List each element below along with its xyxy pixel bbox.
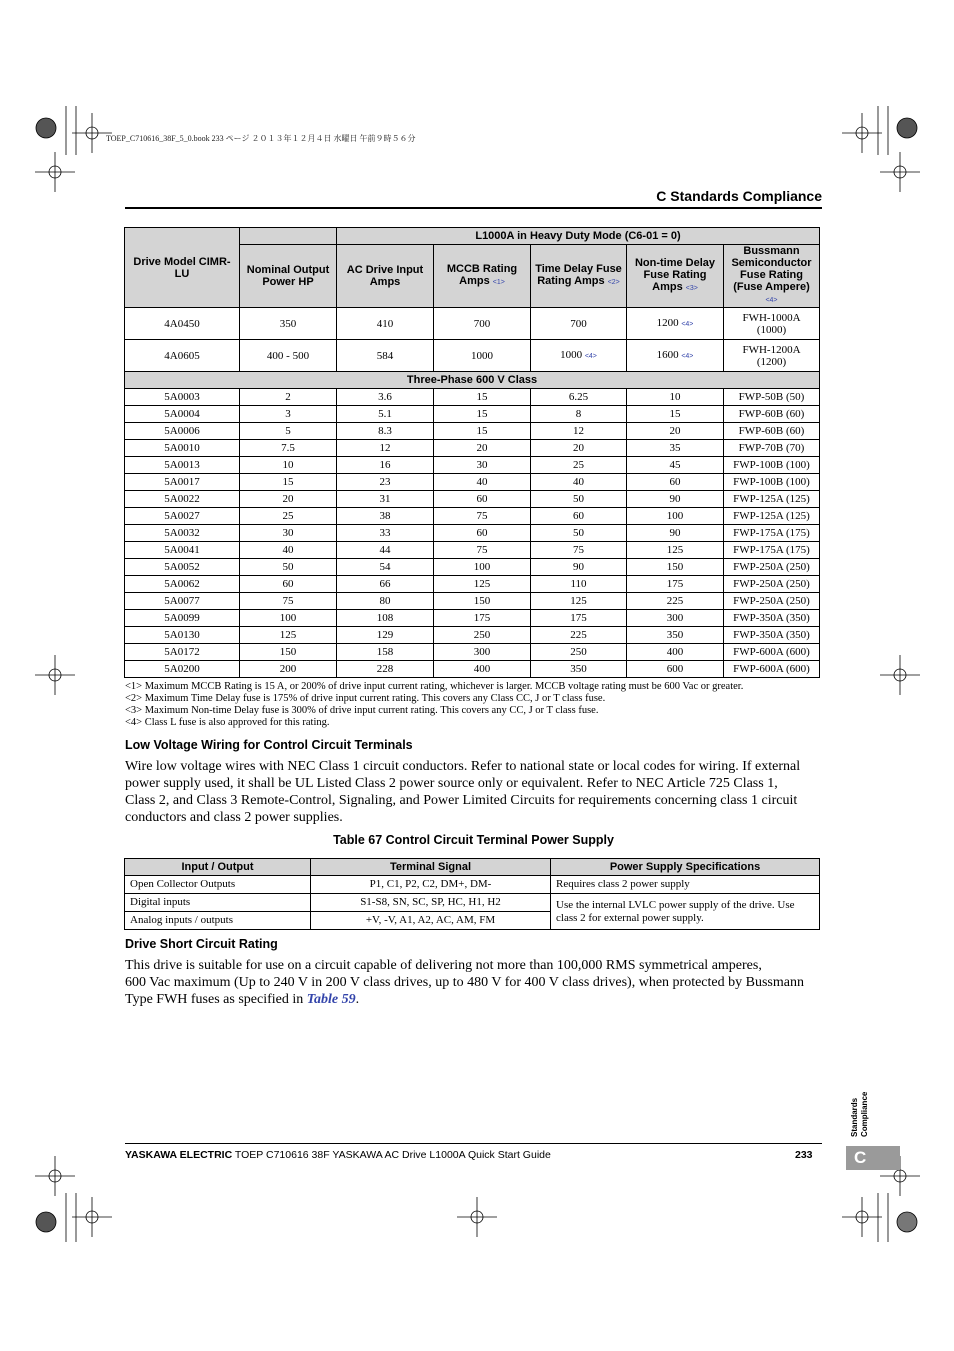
- cell-buss: FWP-125A (125): [724, 508, 820, 525]
- cell-mccb: 300: [434, 644, 531, 661]
- cell-mccb: 60: [434, 491, 531, 508]
- cell-mccb: 20: [434, 440, 531, 457]
- cell-hp: 15: [240, 474, 337, 491]
- cell-td: 25: [531, 457, 627, 474]
- note-ref[interactable]: <3>: [685, 285, 698, 292]
- note-ref[interactable]: <4>: [681, 352, 694, 360]
- table67-caption: Table 67 Control Circuit Terminal Power Supply: [333, 833, 614, 847]
- crop-target-icon: [894, 669, 906, 681]
- side-label-compliance: Compliance: [860, 1091, 869, 1137]
- cell-mccb: 250: [434, 627, 531, 644]
- cell-amps: 38: [337, 508, 434, 525]
- cell-hp: 3: [240, 406, 337, 423]
- cell-buss-line2: (1200): [756, 355, 787, 368]
- cell-mccb: 40: [434, 474, 531, 491]
- cell-hp: 30: [240, 525, 337, 542]
- cell-ntd: 350: [627, 627, 724, 644]
- note-ref[interactable]: <4>: [681, 320, 694, 328]
- cell-amps: 54: [337, 559, 434, 576]
- crop-target-icon: [471, 1211, 483, 1223]
- cell-ntd: 300: [627, 610, 724, 627]
- table-row: [125, 308, 820, 340]
- cell-ntd: 125: [627, 542, 724, 559]
- table-row: [125, 559, 820, 576]
- cell-model: 5A0130: [125, 627, 240, 644]
- cell-buss-line2: (1000): [756, 323, 787, 336]
- cell-model: 5A0010: [125, 440, 240, 457]
- cell-io: Digital inputs: [125, 894, 311, 912]
- page-number: 233: [795, 1149, 813, 1161]
- crop-target-icon: [897, 118, 917, 138]
- crop-target-icon: [49, 669, 61, 681]
- group-header: L1000A in Heavy Duty Mode (C6-01 = 0): [337, 228, 820, 245]
- cell-mccb: 60: [434, 525, 531, 542]
- table-row: [125, 542, 820, 559]
- table-row: [125, 876, 820, 894]
- section-title: C Standards Compliance: [656, 188, 822, 204]
- cell-ntd-value: 1600: [656, 348, 679, 361]
- sc-line3-text: Type FWH fuses as specified in: [125, 992, 307, 1007]
- cell-mccb: 75: [434, 508, 531, 525]
- table-row: [125, 508, 820, 525]
- table-row: [125, 389, 820, 406]
- cell-amps: 33: [337, 525, 434, 542]
- col-ntd-label: Non-time Delay Fuse Rating Amps: [634, 257, 716, 293]
- table-row: [125, 593, 820, 610]
- cell-amps: 3.6: [337, 389, 434, 406]
- cell-signal: +V, -V, A1, A2, AC, AM, FM: [311, 912, 551, 930]
- note-4: <4> Class L fuse is also approved for this rating.: [125, 717, 330, 728]
- cell-td: 40: [531, 474, 627, 491]
- cell-td: 12: [531, 423, 627, 440]
- sc-line: [125, 991, 822, 1008]
- rows-600v: [125, 389, 820, 678]
- sc-line: 600 Vac maximum (Up to 240 V in 200 V class drives, up to 480 V for 400 V class drives), when protected by Bussmann: [125, 975, 804, 990]
- crop-target-icon: [49, 1170, 61, 1182]
- cell-buss: FWP-100B (100): [724, 457, 820, 474]
- cell-td: 50: [531, 491, 627, 508]
- note-ref[interactable]: <2>: [607, 279, 620, 286]
- table-row: [125, 610, 820, 627]
- table-row: [125, 340, 820, 372]
- cell-ntd: 90: [627, 491, 724, 508]
- cell-model: 4A0450: [125, 308, 240, 340]
- cell-hp: 200: [240, 661, 337, 678]
- cell-hp: 10: [240, 457, 337, 474]
- cell-amps: 16: [337, 457, 434, 474]
- cell-io: Analog inputs / outputs: [125, 912, 311, 930]
- crop-target-icon: [894, 1170, 906, 1182]
- cell-hp: 125: [240, 627, 337, 644]
- cell-ntd: 60: [627, 474, 724, 491]
- cell-ntd: 100: [627, 508, 724, 525]
- col-hp: Nominal Output Power HP: [240, 245, 337, 308]
- cell-amps: 108: [337, 610, 434, 627]
- cell-mccb: 150: [434, 593, 531, 610]
- cell-model: 5A0041: [125, 542, 240, 559]
- col-amps: AC Drive Input Amps: [337, 245, 434, 308]
- cell-model: 5A0200: [125, 661, 240, 678]
- cell-model: 5A0032: [125, 525, 240, 542]
- cell-amps: 5.1: [337, 406, 434, 423]
- chapter-tab[interactable]: C: [846, 1146, 900, 1170]
- cell-amps: 8.3: [337, 423, 434, 440]
- cell-amps: 12: [337, 440, 434, 457]
- note-ref[interactable]: <1>: [492, 279, 505, 286]
- note-ref[interactable]: <4>: [765, 297, 778, 304]
- note-2: <2> Maximum Time Delay fuse is 175% of drive input current rating. This covers any Class CC, J or T class fuse.: [125, 693, 606, 704]
- cell-ntd-value: 1200: [656, 316, 679, 329]
- table-row: [125, 440, 820, 457]
- cell-ntd: [627, 308, 724, 340]
- footer: [125, 1149, 551, 1161]
- cell-amps: 228: [337, 661, 434, 678]
- cell-td: 175: [531, 610, 627, 627]
- cell-buss: FWP-60B (60): [724, 406, 820, 423]
- cell-buss-line1: FWH-1200A: [742, 343, 801, 356]
- cell-hp: 40: [240, 542, 337, 559]
- table-row: [125, 474, 820, 491]
- col-drive-model: Drive Model CIMR-LU: [125, 228, 240, 308]
- cell-mccb: 15: [434, 423, 531, 440]
- cell-spec: Use the internal LVLC power supply of the drive. Use class 2 for external power supply.: [551, 894, 820, 930]
- table-subheader-row: [125, 372, 820, 389]
- cell-ntd: 175: [627, 576, 724, 593]
- cell-mccb: 175: [434, 610, 531, 627]
- crop-target-icon: [856, 1211, 868, 1223]
- cell-model: 5A0172: [125, 644, 240, 661]
- cell-mccb: 125: [434, 576, 531, 593]
- cell-td: [531, 308, 627, 340]
- cell-td: 125: [531, 593, 627, 610]
- cell-td: 110: [531, 576, 627, 593]
- lv-line: Class 2, and Class 3 Remote-Control, Signaling, and Power Limited Circuits for requirements concerning class 1 circuit: [125, 793, 798, 808]
- cell-mccb: 15: [434, 406, 531, 423]
- crop-target-icon: [49, 166, 61, 178]
- lv-line: power supply used, it shall be UL Listed Class 2 power source only or equivalent. Refer to NEC Article 725 Class 1,: [125, 776, 778, 791]
- crop-target-icon: [897, 1212, 917, 1232]
- cell-hp: 5: [240, 423, 337, 440]
- cell-amps: 23: [337, 474, 434, 491]
- side-label-standards: Standards: [850, 1097, 859, 1137]
- cell-hp: 150: [240, 644, 337, 661]
- col-spec: Power Supply Specifications: [551, 859, 820, 876]
- cell-td: [531, 340, 627, 372]
- cell-hp: 400 - 500: [240, 340, 337, 372]
- cell-buss: FWP-600A (600): [724, 661, 820, 678]
- cell-model: 5A0006: [125, 423, 240, 440]
- cell-ntd: [627, 340, 724, 372]
- table-row: [125, 627, 820, 644]
- cell-hp: 25: [240, 508, 337, 525]
- col-buss-label: Bussmann Semiconductor Fuse Rating (Fuse Ampere): [731, 245, 812, 293]
- cell-ntd: 400: [627, 644, 724, 661]
- cell-hp: 50: [240, 559, 337, 576]
- cell-buss-line1: FWH-1000A: [742, 311, 801, 324]
- table59-link[interactable]: Table 59: [306, 992, 356, 1007]
- cell-hp: 7.5: [240, 440, 337, 457]
- cell-amps: 80: [337, 593, 434, 610]
- cell-mccb: 1000: [434, 340, 531, 372]
- crop-target-icon: [86, 1211, 98, 1223]
- cell-td: 75: [531, 542, 627, 559]
- col-mccb: [434, 245, 531, 308]
- cell-model: 5A0017: [125, 474, 240, 491]
- note-1: <1> Maximum MCCB Rating is 15 A, or 200% of drive input current rating, whichever is larger. MCCB voltage rating must be 600 Vac or greater.: [125, 681, 744, 692]
- crop-target-icon: [36, 1212, 56, 1232]
- table-row: [125, 423, 820, 440]
- col-ntd: [627, 245, 724, 308]
- col-mccb-label: MCCB Rating Amps: [446, 263, 518, 287]
- cell-buss: FWP-350A (350): [724, 627, 820, 644]
- crop-target-icon: [36, 118, 56, 138]
- cell-mccb: 15: [434, 389, 531, 406]
- cell-buss: FWP-60B (60): [724, 423, 820, 440]
- table-row: [125, 491, 820, 508]
- sc-line: This drive is suitable for use on a circuit capable of delivering not more than 100,000 RMS symmetrical amperes,: [125, 958, 762, 973]
- header-spacer: [240, 228, 337, 245]
- cell-amps: 584: [337, 340, 434, 372]
- cell-td: 6.25: [531, 389, 627, 406]
- cell-buss: FWP-175A (175): [724, 525, 820, 542]
- cell-model: 5A0077: [125, 593, 240, 610]
- cell-mccb: 700: [434, 308, 531, 340]
- cell-ntd: 150: [627, 559, 724, 576]
- cell-hp: 20: [240, 491, 337, 508]
- cell-buss: FWP-250A (250): [724, 576, 820, 593]
- cell-td: 8: [531, 406, 627, 423]
- crop-target-icon: [894, 166, 906, 178]
- cell-signal: S1-S8, SN, SC, SP, HC, H1, H2: [311, 894, 551, 912]
- cell-hp: 100: [240, 610, 337, 627]
- cell-ntd: 90: [627, 525, 724, 542]
- cell-model: 5A0052: [125, 559, 240, 576]
- cell-signal: P1, C1, P2, C2, DM+, DM-: [311, 876, 551, 894]
- sc-line3-end: .: [355, 992, 360, 1007]
- cell-td: 60: [531, 508, 627, 525]
- cell-model: 4A0605: [125, 340, 240, 372]
- cell-buss: [724, 340, 820, 372]
- control-power-table: [124, 858, 820, 930]
- cell-mccb: 100: [434, 559, 531, 576]
- cell-ntd: 45: [627, 457, 724, 474]
- note-ref[interactable]: <4>: [584, 352, 597, 360]
- cell-amps: 66: [337, 576, 434, 593]
- cell-ntd: 225: [627, 593, 724, 610]
- cell-model: 5A0004: [125, 406, 240, 423]
- cell-buss: FWP-250A (250): [724, 559, 820, 576]
- header-rule: [125, 207, 822, 209]
- lv-line: conductors and class 2 power supplies.: [125, 810, 343, 825]
- cell-buss: FWP-250A (250): [724, 593, 820, 610]
- table-row: [125, 894, 820, 912]
- cell-td-value: 700: [570, 317, 587, 330]
- table-row: [125, 661, 820, 678]
- subheader-600v: Three-Phase 600 V Class: [125, 372, 820, 389]
- cell-td: 90: [531, 559, 627, 576]
- cell-amps: 410: [337, 308, 434, 340]
- cell-amps: 31: [337, 491, 434, 508]
- cell-hp: 75: [240, 593, 337, 610]
- cell-td: 225: [531, 627, 627, 644]
- cell-td: 350: [531, 661, 627, 678]
- cell-model: 5A0062: [125, 576, 240, 593]
- sc-paragraph: [125, 957, 822, 1008]
- table-row: [125, 576, 820, 593]
- cell-amps: 44: [337, 542, 434, 559]
- cell-model: 5A0099: [125, 610, 240, 627]
- cell-amps: 158: [337, 644, 434, 661]
- footer-text: TOEP C710616 38F YASKAWA AC Drive L1000A Quick Start Guide: [232, 1149, 551, 1161]
- sc-heading: Drive Short Circuit Rating: [125, 937, 278, 951]
- cell-td: 50: [531, 525, 627, 542]
- table-row: [125, 525, 820, 542]
- table-row: [125, 644, 820, 661]
- cell-hp: 2: [240, 389, 337, 406]
- cell-hp: 350: [240, 308, 337, 340]
- cell-buss: FWP-70B (70): [724, 440, 820, 457]
- cell-io: Open Collector Outputs: [125, 876, 311, 894]
- cell-hp: 60: [240, 576, 337, 593]
- cell-ntd: 35: [627, 440, 724, 457]
- cell-amps: 129: [337, 627, 434, 644]
- cell-buss: FWP-50B (50): [724, 389, 820, 406]
- cell-td-value: 1000: [560, 348, 583, 361]
- col-signal: Terminal Signal: [311, 859, 551, 876]
- cell-model: 5A0013: [125, 457, 240, 474]
- cell-ntd: 20: [627, 423, 724, 440]
- cell-buss: FWP-100B (100): [724, 474, 820, 491]
- cell-td: 250: [531, 644, 627, 661]
- cell-ntd: 15: [627, 406, 724, 423]
- cell-buss: FWP-125A (125): [724, 491, 820, 508]
- cell-model: 5A0003: [125, 389, 240, 406]
- cell-buss: FWP-350A (350): [724, 610, 820, 627]
- table-notes: [125, 681, 822, 729]
- cell-ntd: 600: [627, 661, 724, 678]
- cell-buss: FWP-600A (600): [724, 644, 820, 661]
- cell-mccb: 30: [434, 457, 531, 474]
- cell-buss: FWP-175A (175): [724, 542, 820, 559]
- cell-ntd: 10: [627, 389, 724, 406]
- footer-brand: YASKAWA ELECTRIC: [125, 1149, 233, 1161]
- cell-mccb: 400: [434, 661, 531, 678]
- col-buss: [724, 245, 820, 308]
- cell-model: 5A0022: [125, 491, 240, 508]
- file-header: TOEP_C710616_38F_5_0.book 233 ページ ２０１３年１２月４日 水曜日 午前９時５６分: [106, 134, 416, 143]
- fuse-rating-table: [124, 227, 820, 678]
- table-row: [125, 457, 820, 474]
- cell-spec: Requires class 2 power supply: [551, 876, 820, 894]
- cell-td: 20: [531, 440, 627, 457]
- lv-heading: Low Voltage Wiring for Control Circuit Terminals: [125, 738, 413, 752]
- cell-mccb: 75: [434, 542, 531, 559]
- col-td: [531, 245, 627, 308]
- cell-model: 5A0027: [125, 508, 240, 525]
- crop-target-icon: [86, 127, 98, 139]
- col-io: Input / Output: [125, 859, 311, 876]
- lv-paragraph: [125, 758, 822, 826]
- side-label: [836, 1085, 882, 1143]
- table-row: [125, 406, 820, 423]
- note-3: <3> Maximum Non-time Delay fuse is 300% of drive input current rating. This covers any CC, J or T class fuse.: [125, 705, 599, 716]
- lv-line: Wire low voltage wires with NEC Class 1 circuit conductors. Refer to national state or local codes for wiring. If external: [125, 759, 801, 774]
- cell-buss: [724, 308, 820, 340]
- footer-rule: [125, 1143, 822, 1144]
- col-td-label: Time Delay Fuse Rating Amps: [535, 263, 622, 287]
- crop-target-icon: [856, 127, 868, 139]
